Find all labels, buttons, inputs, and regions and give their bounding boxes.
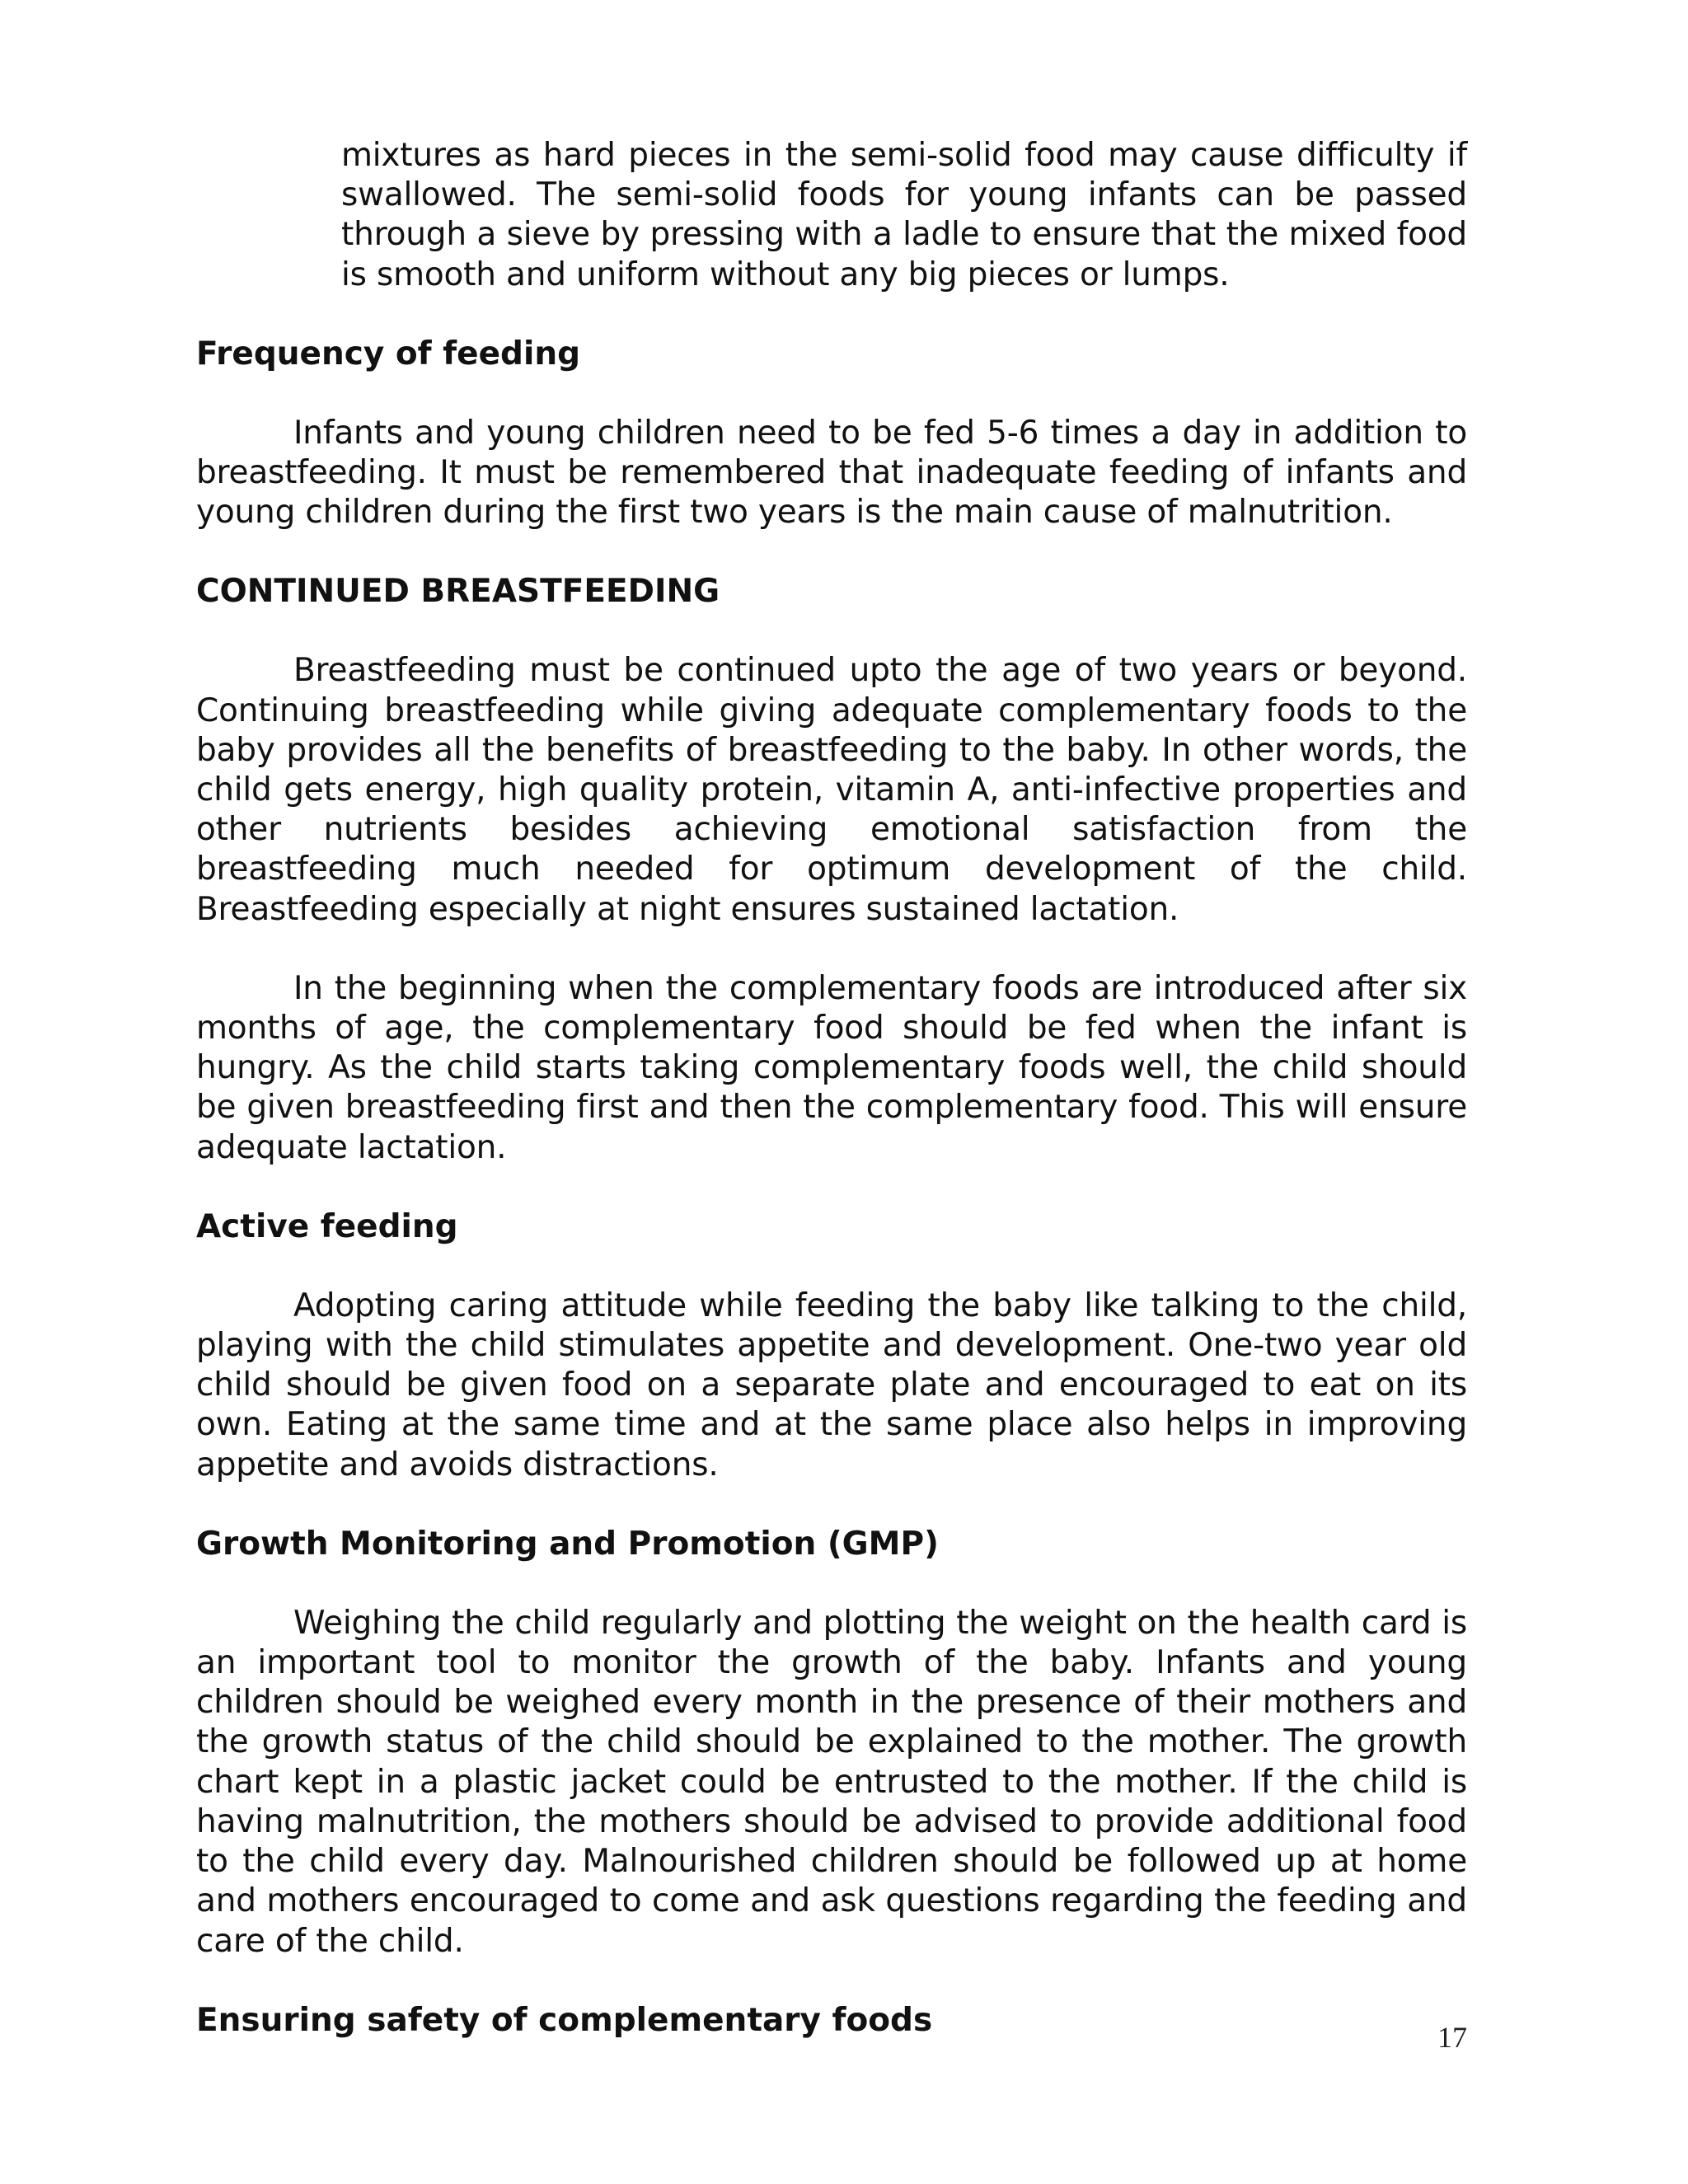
paragraph-continued-breastfeeding-2: In the beginning when the complementary foods are introduced after six months of age, the complementary food should be fed when the infant is hungry. As the child starts taking complementary foods well, the child should be given breastfeeding first and then the complementary food. This will ensure adequate lactation. bbox=[196, 969, 1467, 1166]
document-page bbox=[196, 136, 1467, 2041]
paragraph-frequency-of-feeding: Infants and young children need to be fed 5-6 times a day in addition to breastfeeding. It must be remembered that inadequate feeding of infants and young children during the first two years is the main cause of malnutrition. bbox=[196, 414, 1467, 532]
section-heading-frequency-of-feeding: Frequency of feeding bbox=[196, 335, 581, 373]
paragraph-continued-breastfeeding-1: Breastfeeding must be continued upto the age of two years or beyond. Continuing breastfeeding while giving adequate complementary foods to the baby provides all the benefits of breastfeeding to the baby. In other words, the child gets energy, high quality protein, vitamin A, anti-infective properties and other nutrients besides achieving emotional satisfaction from the breastfeeding much needed for optimum development of the child. Breastfeeding especially at night ensures sustained lactation. bbox=[196, 652, 1467, 928]
paragraph-active-feeding: Adopting caring attitude while feeding the baby like talking to the child, playing with the child stimulates appetite and development. One-two year old child should be given food on a separate plate and encouraged to eat on its own. Eating at the same time and at the same place also helps in improving appetite and avoids distractions. bbox=[196, 1286, 1467, 1483]
section-heading-active-feeding: Active feeding bbox=[196, 1207, 458, 1245]
section-heading-ensuring-safety: Ensuring safety of complementary foods bbox=[196, 2001, 933, 2039]
page-number: 17 bbox=[1437, 2021, 1467, 2054]
intro-paragraph: mixtures as hard pieces in the semi-solid food may cause difficulty if swallowed. The semi-solid foods for young infants can be passed through a sieve by pressing with a ladle to ensure that the mixed food is smooth and uniform without any big pieces or lumps. bbox=[341, 137, 1467, 293]
section-heading-growth-monitoring: Growth Monitoring and Promotion (GMP) bbox=[196, 1525, 939, 1563]
paragraph-growth-monitoring: Weighing the child regularly and plotting the weight on the health card is an important tool to monitor the growth of the baby. Infants and young children should be weighed every month in the presence of their mothers and the growth status of the child should be explained to the mother. The growth chart kept in a plastic jacket could be entrusted to the mother. If the child is having malnutrition, the mothers should be advised to provide additional food to the child every day. Malnourished children should be followed up at home and mothers encouraged to come and ask questions regarding the feeding and care of the child. bbox=[196, 1604, 1467, 1960]
section-heading-continued-breastfeeding: CONTINUED BREASTFEEDING bbox=[196, 573, 720, 611]
